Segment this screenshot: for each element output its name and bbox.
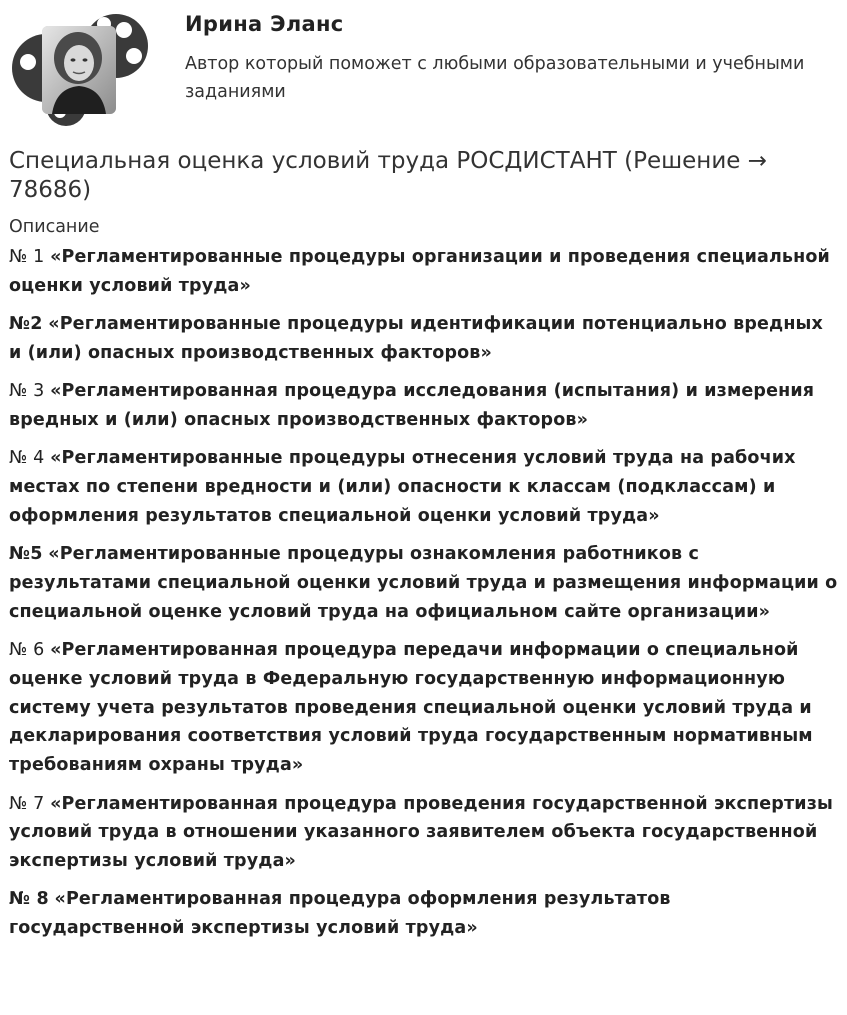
item-number: № 1 <box>9 247 45 267</box>
list-item <box>9 885 841 943</box>
page-title: Специальная оценка условий труда РОСДИСТАНТ (Решение → 78686) <box>9 148 768 203</box>
list-item <box>9 444 841 530</box>
item-text: «Регламентированные процедуры отнесения условий труда на рабочих местах по степени вредности и (или) опасности к классам (подклассам) и оформления результатов специальной оценки условий труда» <box>9 448 796 526</box>
item-text: «Регламентированные процедуры организации и проведения специальной оценки условий труда» <box>9 247 830 296</box>
author-avatar[interactable] <box>6 6 152 128</box>
list-item <box>9 636 841 780</box>
author-description: Автор который поможет с любыми образовательными и учебными заданиями <box>185 54 805 102</box>
list-item <box>9 540 841 626</box>
author-name[interactable]: Ирина Эланс <box>185 12 344 36</box>
item-number: №5 <box>9 544 43 565</box>
author-card <box>0 0 847 135</box>
item-text: «Регламентированная процедура оформления результатов государственной экспертизы условий труда» <box>9 889 671 939</box>
item-number: №2 <box>9 314 43 335</box>
item-text: «Регламентированные процедуры ознакомления работников с результатами специальной оценки условий труда и размещения информации о специальной оценке условий труда на официальном сайте организации» <box>9 544 838 622</box>
item-number: № 7 <box>9 793 45 814</box>
list-item <box>9 377 841 435</box>
list-item <box>9 310 841 368</box>
item-text: «Регламентированная процедура передачи информации о специальной оценке условий труда в Федеральную государственную информационную систему учета результатов проведения специальной оценки условий труда и декларирования соответствия условий труда государственным нормативным требованиям охраны труда» <box>9 640 813 776</box>
item-text: «Регламентированная процедура проведения государственной экспертизы условий труда в отношении указанного заявителем объекта государственной экспертизы условий труда» <box>9 793 833 872</box>
list-item <box>9 243 841 301</box>
list-item <box>9 790 841 876</box>
item-text: «Регламентированная процедура исследования (испытания) и измерения вредных и (или) опасных производственных факторов» <box>9 381 815 430</box>
item-number: № 3 <box>9 381 45 402</box>
item-number: № 8 <box>9 889 49 910</box>
item-number: № 6 <box>9 640 45 661</box>
description-list <box>9 243 841 953</box>
item-number: № 4 <box>9 448 45 469</box>
description-label: Описание <box>9 217 100 237</box>
item-text: «Регламентированные процедуры идентификации потенциально вредных и (или) опасных производственных факторов» <box>9 314 823 363</box>
